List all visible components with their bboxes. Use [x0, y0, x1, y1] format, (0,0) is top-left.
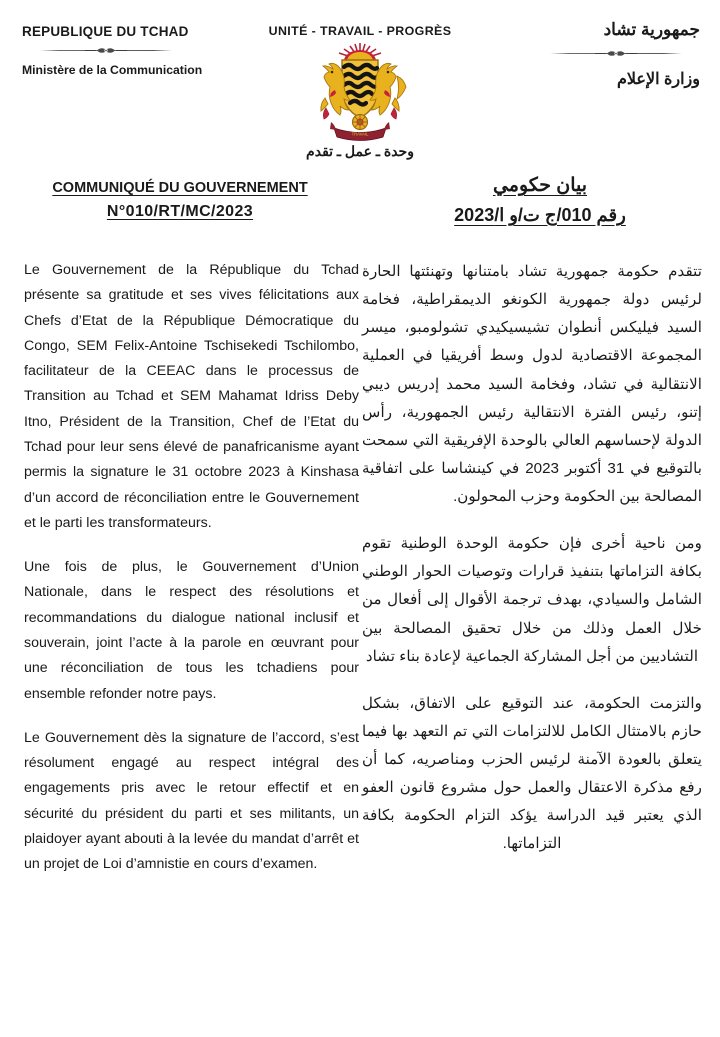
column-french [24, 258, 359, 877]
communique-title-fr: COMMUNIQUÉ DU GOUVERNEMENT [52, 180, 308, 196]
ministry-name-fr: Ministère de la Communication [22, 63, 203, 77]
svg-text:TRAVAIL: TRAVAIL [351, 131, 369, 137]
title-french [0, 180, 360, 221]
national-motto-fr: UNITÉ - TRAVAIL - PROGRÈS [268, 24, 452, 38]
paragraph-ar-2: ومن ناحية أخرى فإن حكومة الوحدة الوطنية تقوم بكافة التزاماتها بتنفيذ قرارات وتوصيات الحوار الوطني الشامل والسيادي، بهدف ترجمة الأقوال إلى أفعال من خلال العمل وذلك من خلال تحقيق المصالحة بين التشاديين من أجل المشاركة الجماعية لإعادة بناء تشاد [362, 535, 702, 665]
document-body [0, 250, 720, 873]
country-name-fr: REPUBLIQUE DU TCHAD [22, 24, 189, 39]
title-arabic [360, 174, 720, 226]
ministry-name-ar: وزارة الإعلام [616, 71, 700, 88]
paragraph-fr-2: Une fois de plus, le Gouvernement d’Union Nationale, dans le respect des résolutions et recommandations du dialogue national inclusif et souverain, joint l’acte à la parole en œuvrant pour une réconciliation de tous les tchadiens pour ensemble refonder notre pays. [24, 559, 359, 702]
country-name-ar: جمهورية تشاد [603, 20, 700, 39]
paragraph-ar-3: والتزمت الحكومة، عند التوقيع على الاتفاق، بشكل حازم بالامتثال الكامل للالتزامات التي تم التعهد بها فيما يتعلق بالعودة الآمنة لرئيس الحزب ومناصريه، كما أن رفع مذكرة الاعتقال والعمل حول مشروع قانون العفو الذي يعتبر قيد الدراسة يؤكد التزام الحكومة بكافة التزاماتها. [362, 694, 702, 853]
chad-coat-of-arms-icon [304, 42, 416, 142]
communique-number-fr: N°010/RT/MC/2023 [106, 203, 254, 220]
column-arabic [362, 258, 702, 859]
ornamental-divider-ar-icon [550, 48, 682, 59]
communique-title-ar: بيان حكومي [492, 175, 588, 196]
document-header [0, 0, 720, 172]
communique-number-ar: رقم 010/ج ت/و ا/2023 [454, 205, 626, 225]
header-right-block [450, 20, 700, 89]
paragraph-fr-3: Le Gouvernement dès la signature de l’accord, s’est résolument engagé au respect intégral des engagements pris avec le retour effectif et en sécurité du président du parti et ses militants, un plaidoyer ayant abouti à la levée du mandat d’arrêt et un projet de Loi d’amnistie en cours d’examen. [24, 729, 359, 873]
paragraph-fr-1: Le Gouvernement de la République du Tchad présente sa gratitude et ses vives félicitations aux Chefs d’Etat de la République Démocratique du Congo, SEM Felix-Antoine Tschisekedi Tschilombo, facilitateur de la CEEAC dans le processus de Transition au Tchad et SEM Mahamat Idriss Deby Itno, Président de la Transition, Chef de l’Etat du Tchad pour leur sens élevé de panafricanisme ayant permis la signature le 31 octobre 2023 à Kinshasa d’un accord de réconciliation entre le Gouvernement et le parti les transformateurs. [24, 262, 359, 531]
paragraph-ar-1: تتقدم حكومة جمهورية تشاد بامتنانها وتهنئتها الحارة لرئيس دولة جمهورية الكونغو الديمقراطية، فخامة السيد فيليكس أنطوان تشيسيكيدي تشولومبو، ميسر المجموعة الاقتصادية لدول وسط أفريقيا في العملية الانتقالية في تشاد، وفخامة السيد محمد إدريس ديبي إتنو، رئيس الفترة الانتقالية رئيس الجمهورية، رأس الدولة لإحساسهم العالي بالوحدة الإفريقية التي سمحت بالتوقيع في 31 أكتوبر 2023 في كينشاسا على اتفاقية المصالحة بين الحكومة وحزب المحولون. [362, 263, 702, 505]
document-titles [0, 172, 720, 250]
national-motto-ar: وحدة ـ عمل ـ تقدم [306, 143, 414, 159]
